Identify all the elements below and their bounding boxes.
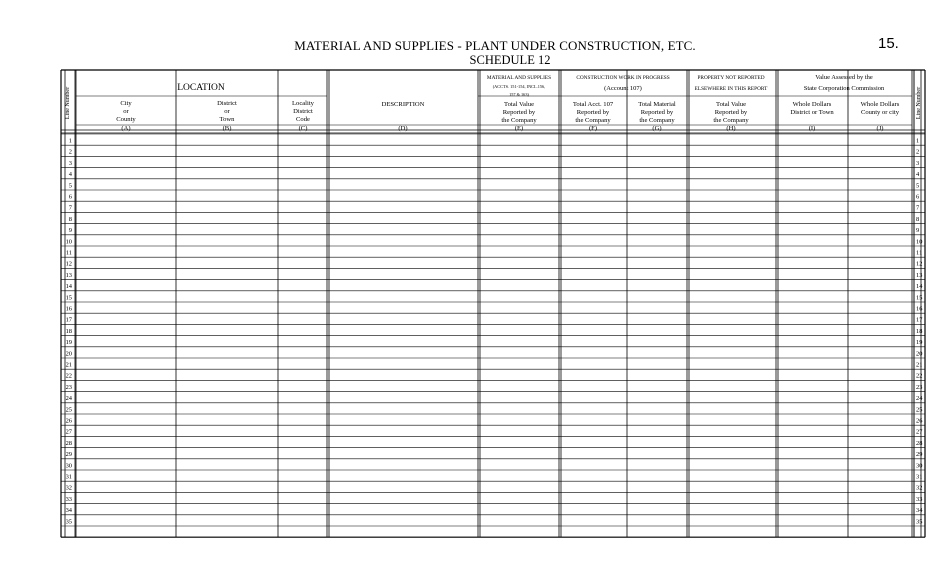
line-number-right: 10 xyxy=(916,238,923,246)
line-number-left: 16 xyxy=(65,305,72,313)
line-number-right: 9 xyxy=(916,227,920,235)
line-number-left: 9 xyxy=(68,227,72,235)
line-number-right: 34 xyxy=(916,507,923,515)
line-number-left: 2 xyxy=(68,148,72,156)
pnr-group-heading: PROPERTY NOT REPORTED xyxy=(697,75,765,81)
line-number-right: 26 xyxy=(916,417,923,425)
line-number-right: 16 xyxy=(916,305,923,313)
column-f-letter: (F) xyxy=(588,125,598,132)
value-assessed-group-heading: State Corporation Commission xyxy=(803,85,885,92)
column-h-header: Reported by xyxy=(714,109,748,116)
page-title: MATERIAL AND SUPPLIES - PLANT UNDER CONSTRUCTION, ETC. xyxy=(294,38,696,53)
column-e-header: Reported by xyxy=(502,109,536,116)
line-number-right: 35 xyxy=(916,518,923,526)
page-number: 15. xyxy=(878,35,899,52)
line-number-right: 14 xyxy=(916,283,923,291)
line-number-left: 5 xyxy=(68,182,72,190)
line-number-left: 34 xyxy=(65,507,72,515)
line-number-left: 3 xyxy=(68,159,72,167)
column-a-letter: (A) xyxy=(121,125,131,132)
line-number-left: 23 xyxy=(65,383,72,391)
line-number-left: 30 xyxy=(65,462,72,470)
column-b-header: or xyxy=(224,108,230,115)
line-number-left: 13 xyxy=(65,271,72,279)
line-number-left: 14 xyxy=(65,283,72,291)
line-number-right: 17 xyxy=(916,316,923,324)
line-number-right: 29 xyxy=(916,451,923,459)
line-number-right: 32 xyxy=(916,484,923,492)
line-number-label-left: Line Number xyxy=(65,86,71,120)
cwip-group-heading: CONSTRUCTION WORK IN PROGRESS xyxy=(576,75,670,81)
column-h-header: the Company xyxy=(713,117,749,124)
line-number-left: 12 xyxy=(65,260,72,268)
column-d-header: DESCRIPTION xyxy=(381,101,425,108)
column-a-header: County xyxy=(116,116,136,123)
line-number-right: 8 xyxy=(916,215,920,223)
column-b-header: District xyxy=(217,100,237,107)
line-number-right: 19 xyxy=(916,339,923,347)
line-number-right: 33 xyxy=(916,495,923,503)
line-number-left: 35 xyxy=(65,518,72,526)
line-number-right: 11 xyxy=(916,249,923,257)
column-e-header: Total Value xyxy=(504,101,534,108)
line-number-left: 1 xyxy=(68,137,72,145)
line-number-right: 2 xyxy=(916,148,920,156)
line-number-left: 32 xyxy=(65,484,72,492)
line-number-left: 8 xyxy=(68,215,72,223)
column-b-letter: (B) xyxy=(222,125,232,132)
column-j-header: County or city xyxy=(860,109,900,116)
line-number-left: 4 xyxy=(68,171,72,179)
column-d-letter: (D) xyxy=(398,125,408,132)
column-g-header: the Company xyxy=(639,117,675,124)
line-number-right: 27 xyxy=(916,428,923,436)
line-number-right: 31 xyxy=(916,473,923,481)
column-a-header: or xyxy=(123,108,129,115)
column-g-header: Total Material xyxy=(638,101,676,108)
schedule-label: SCHEDULE 12 xyxy=(469,53,551,67)
column-h-letter: (H) xyxy=(726,125,736,132)
line-number-left: 19 xyxy=(65,339,72,347)
line-number-right: 20 xyxy=(916,350,923,358)
column-i-header: District or Town xyxy=(790,109,834,116)
line-number-left: 25 xyxy=(65,406,72,414)
line-number-right: 21 xyxy=(916,361,923,369)
line-number-right: 5 xyxy=(916,182,920,190)
column-i-header: Whole Dollars xyxy=(792,101,832,108)
line-number-left: 31 xyxy=(65,473,72,481)
line-number-right: 13 xyxy=(916,271,923,279)
line-number-left: 18 xyxy=(65,327,72,335)
line-number-left: 29 xyxy=(65,451,72,459)
line-number-left: 33 xyxy=(65,495,72,503)
line-number-right: 24 xyxy=(916,395,923,403)
line-number-right: 30 xyxy=(916,462,923,470)
column-h-header: Total Value xyxy=(716,101,746,108)
column-f-header: Total Acct. 107 xyxy=(572,101,614,108)
value-assessed-group-heading: Value Assessed by the xyxy=(815,74,873,81)
line-number-left: 27 xyxy=(65,428,72,436)
column-e-header: the Company xyxy=(501,117,537,124)
column-c-header: Code xyxy=(296,116,310,123)
pnr-group-heading: ELSEWHERE IN THIS REPORT xyxy=(694,86,768,92)
line-number-right: 6 xyxy=(916,193,920,201)
column-j-header: Whole Dollars xyxy=(860,101,900,108)
line-number-right: 1 xyxy=(916,137,920,145)
line-number-label-right: Line Number xyxy=(916,86,922,120)
column-c-header: District xyxy=(293,108,313,115)
column-e-letter: (E) xyxy=(514,125,524,132)
line-number-left: 15 xyxy=(65,294,72,302)
line-number-right: 4 xyxy=(916,171,920,179)
line-number-left: 7 xyxy=(68,204,72,212)
column-g-header: Reported by xyxy=(640,109,674,116)
column-g-letter: (G) xyxy=(652,125,662,132)
material-group-accounts: 157 & 163) xyxy=(509,92,529,97)
location-group-heading: LOCATION xyxy=(177,83,225,93)
material-group-accounts: (ACCTS. 151-154, INCL.156, xyxy=(492,84,546,89)
line-number-right: 12 xyxy=(916,260,923,268)
column-f-header: the Company xyxy=(575,117,611,124)
line-number-left: 22 xyxy=(65,372,72,380)
line-number-left: 11 xyxy=(65,249,72,257)
column-f-header: Reported by xyxy=(576,109,610,116)
line-number-left: 26 xyxy=(65,417,72,425)
line-number-right: 15 xyxy=(916,294,923,302)
line-number-right: 3 xyxy=(916,159,920,167)
cwip-group-account: (Account 107) xyxy=(604,85,642,92)
line-number-left: 28 xyxy=(65,439,72,447)
line-number-right: 22 xyxy=(916,372,923,380)
column-a-header: City xyxy=(120,100,132,107)
line-number-right: 7 xyxy=(916,204,920,212)
line-number-left: 6 xyxy=(68,193,72,201)
line-number-left: 20 xyxy=(65,350,72,358)
column-c-letter: (C) xyxy=(298,125,308,132)
line-number-left: 10 xyxy=(65,238,72,246)
line-number-right: 23 xyxy=(916,383,923,391)
column-j-letter: (J) xyxy=(876,125,884,132)
column-i-letter: (I) xyxy=(808,125,816,132)
column-b-header: Town xyxy=(219,116,235,123)
line-number-left: 24 xyxy=(65,395,72,403)
line-number-left: 21 xyxy=(65,361,72,369)
column-c-header: Locality xyxy=(292,100,314,107)
line-number-right: 18 xyxy=(916,327,923,335)
line-number-right: 25 xyxy=(916,406,923,414)
line-number-right: 28 xyxy=(916,439,923,447)
line-number-left: 17 xyxy=(65,316,72,324)
material-group-heading: MATERIAL AND SUPPLIES xyxy=(486,75,552,81)
